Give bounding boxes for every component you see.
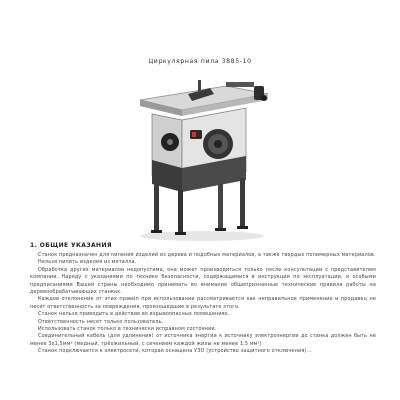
paragraph: Соединительный кабель (для удлинения) от источника энергии к источнику электроэнергии до станка должен быть не менее 3х1,5мм² (медный, трёхжильный, с сечением каждой жилы не менее 1,5 мм²) [30, 333, 376, 347]
paragraph: Ответственность несет только пользователь. [38, 318, 164, 325]
paragraph: Станок предназначен для пиления изделий из дерева и подобных материалов, а также твердых полимерных материалов. [38, 252, 376, 258]
table-saw-image [118, 64, 280, 244]
paragraph: Нельзя пилить изделия из металла. [38, 259, 137, 266]
document-title: Циркулярная пила 3885-10 [148, 58, 252, 65]
paragraph: Станок подключается к электросети, которая оснащена УЗО (устройство защитного отключения)... [38, 348, 312, 355]
paragraph: Обработка других материалов недопустима, она может производиться только после консультации с представителем компании. Наряду с указаниями по технике безопасности, содержащимися в инструкции по эксплуатации, и особыми предписаниями Вашей страны необходимо принимать во внимание общепризнанные технические правила работы на деревообрабатывающих станках. [30, 266, 376, 296]
paragraph: Использовать станок только в технически исправном состоянии. [38, 326, 217, 333]
paragraph: Станок нельзя приводить в действие во взрывоопасных помещениях. [38, 311, 230, 318]
paragraph: Каждое отклонение от этих правил при использовании рассматривается как неправильное применение и продавец не несет ответственность за повреждения, произошедшие в результате этого. [30, 296, 376, 310]
body-text [30, 252, 376, 356]
section-heading: 1. ОБЩИЕ УКАЗАНИЯ [30, 242, 112, 249]
